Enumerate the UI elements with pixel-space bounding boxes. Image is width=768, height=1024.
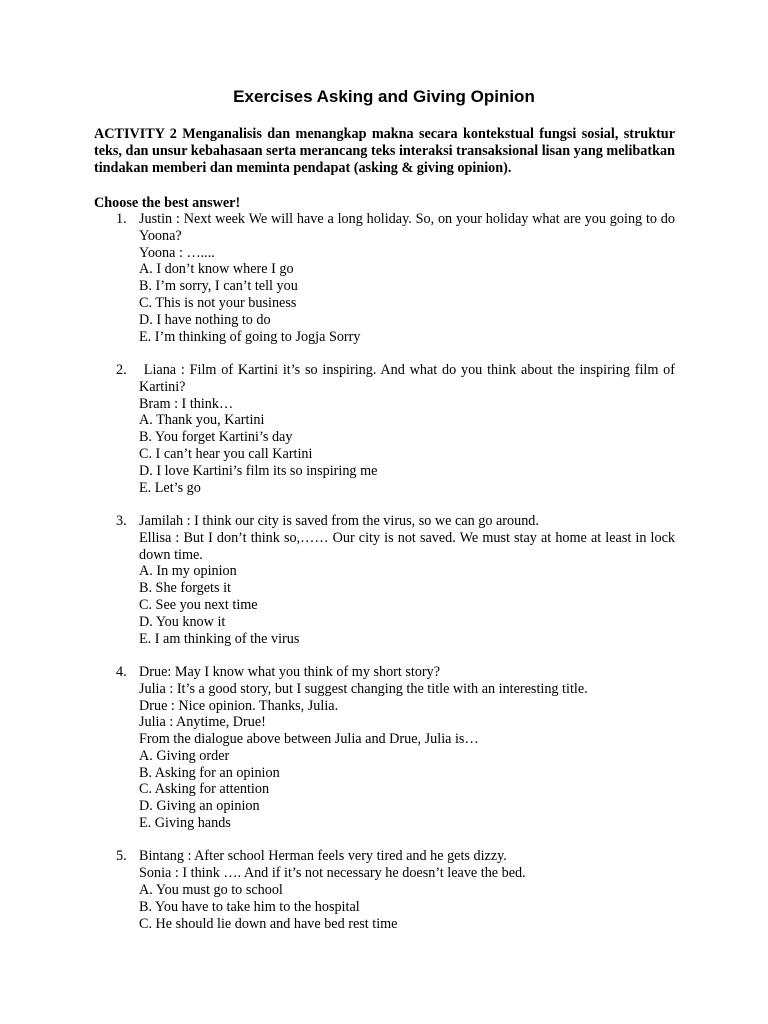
question-prompt: Bintang : After school Herman feels very tired and he gets dizzy. [139,848,507,865]
dialogue-line: Julia : Anytime, Drue! [139,714,266,731]
question-number: 4. [116,663,127,680]
dialogue-line: Bram : I think… [139,395,234,412]
answer-option-a: A. You must go to school [139,882,283,899]
question-4 [94,664,675,832]
dialogue-line: Drue : Nice opinion. Thanks, Julia. [139,697,339,714]
answer-option-b: B. I’m sorry, I can’t tell you [139,278,298,295]
question-number: 5. [116,848,127,865]
question-stem: From the dialogue above between Julia and Drue, Julia is… [139,731,479,748]
question-number: 1. [116,211,127,227]
answer-option-b: B. She forgets it [139,580,231,597]
answer-option-d: D. I have nothing to do [139,311,271,328]
answer-option-c: C. See you next time [139,596,258,613]
question-5 [94,848,675,932]
answer-option-c: C. This is not your business [139,294,297,311]
dialogue-line: Yoona : ….... [139,244,215,261]
question-prompt: Justin : Next week We will have a long holiday. So, on your holiday what are you going to do Yoona? [139,211,675,244]
question-2 [94,362,675,496]
answer-option-a: A. Giving order [139,747,230,764]
answer-option-d: D. I love Kartini’s film its so inspiring me [139,462,378,479]
page-title: Exercises Asking and Giving Opinion [233,87,535,106]
question-3 [94,513,675,647]
answer-option-e: E. I am thinking of the virus [139,630,300,647]
answer-option-b: B. You forget Kartini’s day [139,429,293,446]
question-number: 2. [116,361,127,378]
question-prompt: Drue: May I know what you think of my short story? [139,663,441,680]
answer-option-a: A. In my opinion [139,563,237,580]
question-1 [94,211,675,345]
question-number: 3. [116,512,127,529]
answer-option-d: D. You know it [139,613,226,630]
answer-option-e: E. I’m thinking of going to Jogja Sorry [139,328,361,345]
question-list [94,211,675,949]
activity-description: ACTIVITY 2 Menganalisis dan menangkap makna secara kontekstual fungsi sosial, struktur teks, dan unsur kebahasaan serta merancang teks interaksi transaksional lisan yang melibatkan tindakan memberi dan meminta pendapat (asking & giving opinion). [94,126,675,176]
answer-option-e: E. Let’s go [139,479,201,496]
answer-option-c: C. He should lie down and have bed rest time [139,915,398,932]
answer-option-a: A. I don’t know where I go [139,261,294,278]
answer-option-e: E. Giving hands [139,815,231,832]
answer-option-d: D. Giving an opinion [139,798,260,815]
answer-option-a: A. Thank you, Kartini [139,412,265,429]
question-prompt: Jamilah : I think our city is saved from the virus, so we can go around. [139,512,539,529]
dialogue-line: Sonia : I think …. And if it’s not necessary he doesn’t leave the bed. [139,865,526,882]
question-prompt: Liana : Film of Kartini it’s so inspiring. And what do you think about the inspiring film of Kartini? [139,361,675,395]
dialogue-line: Ellisa : But I don’t think so,…… Our city is not saved. We must stay at home at least in lock down time. [139,529,675,563]
answer-option-b: B. Asking for an opinion [139,764,280,781]
answer-option-b: B. You have to take him to the hospital [139,898,360,915]
answer-option-c: C. I can’t hear you call Kartini [139,445,313,462]
dialogue-line: Julia : It’s a good story, but I suggest changing the title with an interesting title. [139,680,588,697]
instruction-text: Choose the best answer! [94,195,241,211]
answer-option-c: C. Asking for attention [139,781,270,798]
